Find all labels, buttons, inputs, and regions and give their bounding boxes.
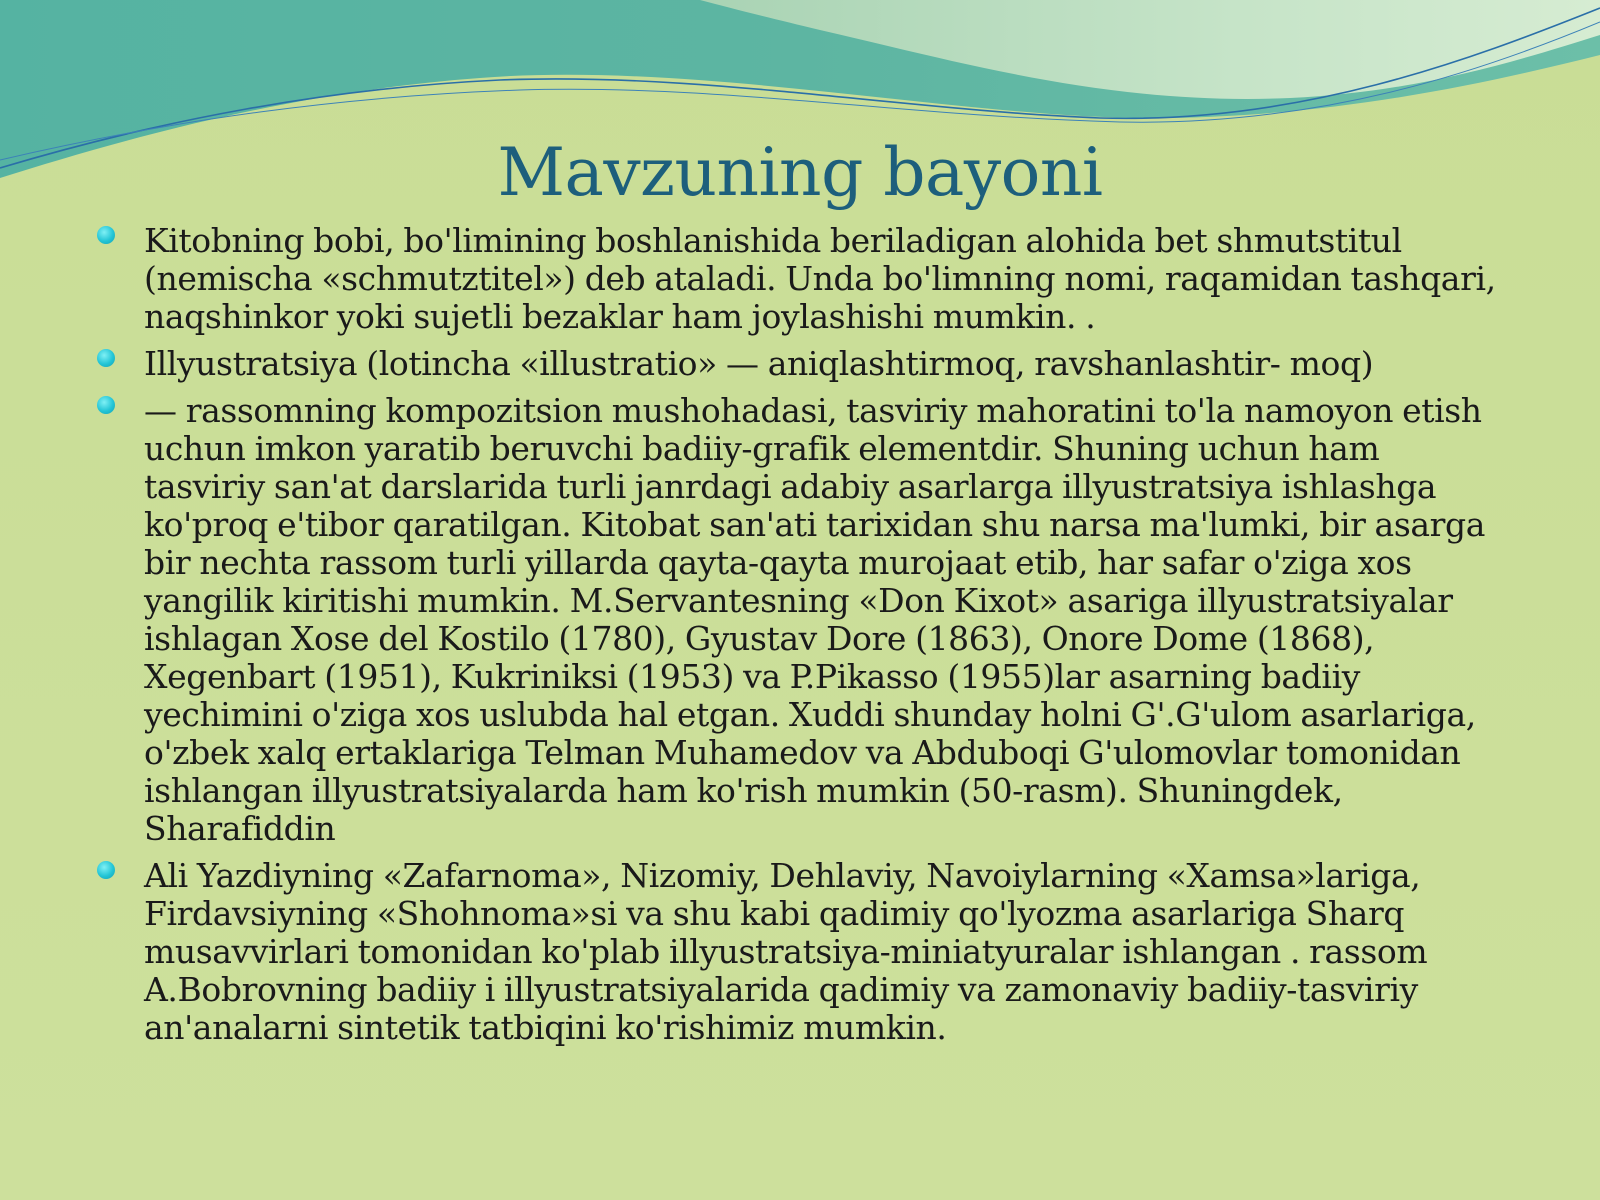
bullet-text: Illyustratsiya (lotincha «illustratio» — aniqlashtirmoq, ravshanlashtir- moq) [144, 344, 1374, 383]
bullet-item [95, 222, 1505, 336]
slide-title: Mavzuning bayoni [497, 134, 1103, 211]
bullet-item [95, 345, 1505, 383]
bullet-text: — rassomning kompozitsion mushohadasi, tasviriy mahoratini to'la namoyon etish uchun imkon yaratib beruvchi badiiy-grafik elementdir. Shuning uchun ham tasviriy san'at darslarida turli janrdagi adabiy asarlarga illyustratsiya ishlashga ko'proq e'tibor qaratilgan. Kitobat san'ati tarixidan shu narsa ma'lumki, bir asarga bir nechta rassom turli yillarda qayta-qayta murojaat etib, har safar o'ziga xos yangilik kiritishi mumkin. M.Servantesning «Don Kixot» asariga illyustratsiyalar ishlagan Xose del Kostilo (1780), Gyustav Dore (1863), Onore Dome (1868), Xegenbart (1951), Kukriniksi (1953) va P.Pikasso (1955)lar asarning badiiy yechimini o'ziga xos uslubda hal etgan. Xuddi shunday holni G'.G'ulom asarlariga, o'zbek xalq ertaklariga Telman Muhamedov va Abduboqi G'ulomovlar tomonidan ishlangan illyustratsiyalarda ham ko'rish mumkin (50-rasm). Shuningdek, Sharafiddin [144, 391, 1486, 848]
bullet-dot-icon [97, 226, 115, 244]
bullet-dot-icon [97, 349, 115, 367]
bullet-text: Kitobning bobi, bo'limining boshlanishida beriladigan alohida bet shmutstitul (nemischa «schmutztitel») deb ataladi. Unda bo'limning nomi, raqamidan tashqari, naqshinkor yoki sujetli bezaklar ham joylashishi mumkin. . [144, 221, 1496, 336]
bullet-item [95, 392, 1505, 848]
bullet-item [95, 857, 1505, 1047]
bullet-dot-icon [97, 396, 115, 414]
bullet-text: Ali Yazdiyning «Zafarnoma», Nizomiy, Dehlaviy, Navoiylarning «Xamsa»lariga, Firdavsiyning «Shohnoma»si va shu kabi qadimiy qo'lyozma asarlariga Sharq musavvirlari tomonidan ko'plab illyustratsiya-miniatyuralar ishlangan . rassom A.Bobrovning badiiy i illyustratsiyalarida qadimiy va zamonaviy badiiy-tasviriy an'analarni sintetik tatbiqini ko'rishimiz mumkin. [144, 856, 1428, 1047]
bullet-dot-icon [97, 861, 115, 879]
bullet-list [95, 222, 1505, 1056]
